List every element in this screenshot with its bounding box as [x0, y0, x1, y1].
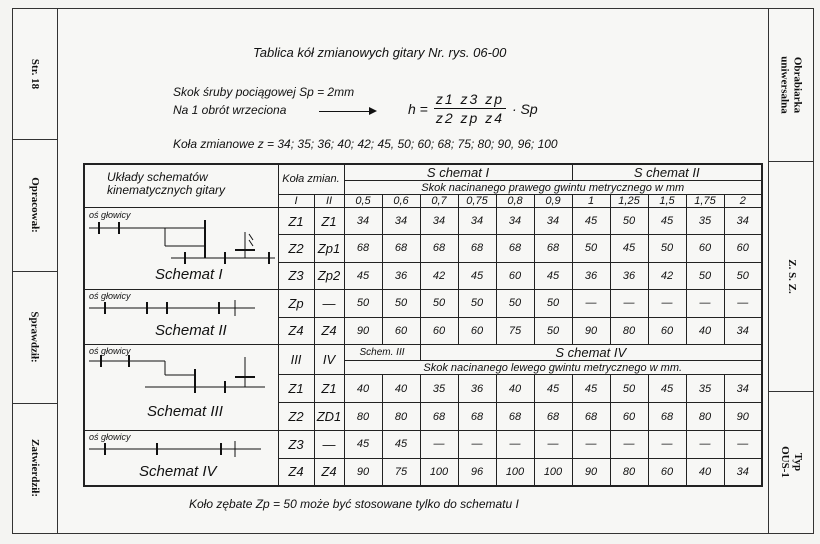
value-cell: 34 [420, 208, 458, 235]
value-cell: 50 [724, 262, 762, 289]
value-cell: 50 [572, 235, 610, 262]
gear-label-b: — [314, 431, 344, 459]
value-cell: 68 [344, 235, 382, 262]
gear-label-a: Z4 [278, 458, 314, 486]
formula-lhs: h = [408, 100, 428, 117]
value-cell: 45 [382, 431, 420, 459]
drawing-sheet [12, 8, 814, 534]
value-cell: — [534, 431, 572, 459]
value-cell: — [648, 290, 686, 318]
formula-numerator: z1 z3 zp [435, 91, 504, 107]
machine-cell [769, 9, 813, 162]
value-cell: 35 [686, 375, 724, 403]
value-cell: 68 [534, 235, 572, 262]
value-cell: 60 [648, 317, 686, 345]
formula-fraction [434, 91, 506, 126]
pitch-cell: 0,8 [496, 195, 534, 208]
gear-label-b: Zp1 [314, 235, 344, 262]
value-cell: 90 [572, 458, 610, 486]
header-uklady-text: Układy schematów kinematycznych gitary [107, 170, 226, 197]
value-cell: 50 [382, 290, 420, 318]
value-cell: 45 [458, 262, 496, 289]
value-cell: 45 [534, 262, 572, 289]
prepared-cell [13, 139, 57, 272]
gear-label-b: ZD1 [314, 403, 344, 431]
value-cell: 34 [458, 208, 496, 235]
change-gears-list: Koła zmianowe z = 34; 35; 36; 40; 42; 45, 50; 60; 68; 75; 80; 90, 96; 100 [173, 137, 558, 151]
value-cell: 90 [572, 317, 610, 345]
gear-label-a: Z3 [278, 262, 314, 289]
value-cell: 90 [724, 403, 762, 431]
value-cell: 50 [344, 290, 382, 318]
prepared-by-label: Opracował: [29, 177, 42, 233]
header-schemat-4: S chemat IV [420, 345, 762, 361]
value-cell: — [686, 431, 724, 459]
schemat-3-diagram [84, 345, 278, 431]
right-title-strip [768, 9, 813, 533]
value-cell: 50 [496, 290, 534, 318]
value-cell: — [420, 431, 458, 459]
value-cell: — [648, 431, 686, 459]
value-cell: 75 [496, 317, 534, 345]
value-cell: 35 [686, 208, 724, 235]
value-cell: 68 [420, 235, 458, 262]
value-cell: 45 [648, 375, 686, 403]
value-cell: 42 [648, 262, 686, 289]
maker-name: Z. S. Z. [785, 258, 798, 294]
value-cell: 60 [458, 317, 496, 345]
pitch-cell: 1,75 [686, 195, 724, 208]
type-cell [769, 391, 813, 533]
value-cell: — [572, 431, 610, 459]
value-cell: 68 [420, 403, 458, 431]
value-cell: 45 [648, 208, 686, 235]
header-skok-prawy: Skok nacinanego prawego gwintu metrycznego w mm [344, 181, 762, 195]
value-cell: 45 [572, 375, 610, 403]
value-cell: 80 [610, 458, 648, 486]
schemat-3-gear-icon [85, 353, 277, 399]
value-cell: 80 [686, 403, 724, 431]
formula-denominator: z2 zp z4 [435, 110, 504, 126]
value-cell: 34 [724, 208, 762, 235]
value-cell: 40 [496, 375, 534, 403]
value-cell: 68 [458, 235, 496, 262]
value-cell: 60 [610, 403, 648, 431]
value-cell: 36 [458, 375, 496, 403]
value-cell: 50 [686, 262, 724, 289]
value-cell: 60 [648, 458, 686, 486]
value-cell: 34 [534, 208, 572, 235]
header-schemat-1: S chemat I [344, 164, 572, 181]
checked-by-label: Sprawdził: [29, 311, 41, 363]
pitch-cell: 0,5 [344, 195, 382, 208]
value-cell: 50 [610, 375, 648, 403]
pitch-cell: 0,75 [458, 195, 496, 208]
footer-note: Koło zębate Zp = 50 może być stosowane tylko do schematu I [189, 497, 519, 511]
value-cell: 100 [420, 458, 458, 486]
value-cell: 75 [382, 458, 420, 486]
header-IV: IV [314, 345, 344, 375]
maker-cell [769, 161, 813, 392]
per-spindle-rev: Na 1 obrót wrzeciona [173, 103, 287, 117]
value-cell: 45 [572, 208, 610, 235]
value-cell: 36 [382, 262, 420, 289]
table-row [84, 290, 762, 318]
pitch-cell: 0,7 [420, 195, 458, 208]
machine-name: Obrabiarka uniwersalna [779, 56, 804, 114]
page-number: Str. 18 [29, 58, 41, 90]
value-cell: 60 [382, 317, 420, 345]
gear-label-b: Z1 [314, 375, 344, 403]
value-cell: 68 [534, 403, 572, 431]
value-cell: 40 [344, 375, 382, 403]
value-cell: 40 [382, 375, 420, 403]
value-cell: 80 [610, 317, 648, 345]
value-cell: — [610, 290, 648, 318]
gear-label-a: Z1 [278, 208, 314, 235]
value-cell: 50 [534, 290, 572, 318]
gear-label-b: Z4 [314, 458, 344, 486]
value-cell: 80 [344, 403, 382, 431]
schemat-4-axis-label: oś głowicy [89, 432, 131, 442]
schemat-3-name: Schemat III [147, 403, 223, 420]
value-cell: 36 [610, 262, 648, 289]
gear-label-a: Z2 [278, 403, 314, 431]
value-cell: — [686, 290, 724, 318]
schemat-2-name: Schemat II [155, 322, 227, 339]
schemat-2-diagram [84, 290, 278, 345]
header-schem-3: Schem. III [344, 345, 420, 361]
header-schemat-2: S chemat II [572, 164, 762, 181]
lead-screw-pitch: Skok śruby pociągowej Sp = 2mm [173, 85, 355, 99]
header-uklady [84, 164, 278, 208]
gear-label-a: Z4 [278, 317, 314, 345]
schemat-4-diagram [84, 431, 278, 487]
value-cell: 90 [344, 458, 382, 486]
value-cell: 34 [724, 458, 762, 486]
value-cell: — [724, 431, 762, 459]
value-cell: 36 [572, 262, 610, 289]
gear-label-b: Z4 [314, 317, 344, 345]
value-cell: — [496, 431, 534, 459]
table-row [84, 208, 762, 235]
pitch-cell: 1,25 [610, 195, 648, 208]
schemat-4-name: Schemat IV [139, 463, 217, 480]
value-cell: 68 [648, 403, 686, 431]
value-cell: 45 [534, 375, 572, 403]
gear-label-a: Zp [278, 290, 314, 318]
page-number-cell [13, 9, 57, 140]
machine-type: Typ OUS-1 [779, 446, 804, 478]
gear-label-b: Zp2 [314, 262, 344, 289]
header-kola-text: Koła zmian. [282, 173, 340, 185]
header-II: II [314, 195, 344, 208]
value-cell: 42 [420, 262, 458, 289]
value-cell: 100 [534, 458, 572, 486]
pitch-cell: 2 [724, 195, 762, 208]
value-cell: — [610, 431, 648, 459]
header-kola [278, 164, 344, 195]
formula-tail: · Sp [512, 100, 538, 117]
value-cell: 40 [686, 458, 724, 486]
approved-cell [13, 403, 57, 533]
table-row [84, 431, 762, 459]
gear-table [83, 163, 763, 487]
value-cell: 35 [420, 375, 458, 403]
value-cell: 50 [458, 290, 496, 318]
value-cell: 96 [458, 458, 496, 486]
value-cell: 34 [382, 208, 420, 235]
gear-label-a: Z2 [278, 235, 314, 262]
gear-ratio-formula [408, 91, 538, 126]
pitch-cell: 1,5 [648, 195, 686, 208]
gear-label-b: — [314, 290, 344, 318]
value-cell: 68 [458, 403, 496, 431]
value-cell: 40 [686, 317, 724, 345]
schemat-4-gear-icon [85, 439, 277, 459]
table-title: Tablica kół zmianowych gitary Nr. rys. 06-00 [253, 45, 507, 60]
pitch-cell: 0,9 [534, 195, 572, 208]
value-cell: 68 [496, 403, 534, 431]
value-cell: 68 [382, 235, 420, 262]
schemat-2-axis-label: oś głowicy [89, 291, 131, 301]
value-cell: 50 [420, 290, 458, 318]
value-cell: 60 [686, 235, 724, 262]
value-cell: 50 [610, 208, 648, 235]
value-cell: — [724, 290, 762, 318]
value-cell: 60 [724, 235, 762, 262]
arrow-right-icon [319, 111, 375, 112]
left-title-strip [13, 9, 58, 533]
header-III: III [278, 345, 314, 375]
value-cell: 60 [496, 262, 534, 289]
header-skok-lewy: Skok nacinanego lewego gwintu metrycznego w mm. [344, 361, 762, 375]
value-cell: 34 [724, 317, 762, 345]
value-cell: 45 [344, 262, 382, 289]
schemat-3-axis-label: oś głowicy [89, 346, 131, 356]
approved-by-label: Zatwierdził: [29, 438, 42, 498]
checked-cell [13, 271, 57, 404]
schemat-1-axis-label: oś głowicy [89, 210, 131, 220]
schemat-1-name: Schemat I [155, 266, 223, 283]
schemat-1-diagram [84, 208, 278, 290]
value-cell: 68 [572, 403, 610, 431]
schemat-2-gear-icon [85, 298, 277, 318]
value-cell: 34 [724, 375, 762, 403]
value-cell: — [458, 431, 496, 459]
value-cell: 100 [496, 458, 534, 486]
gear-label-b: Z1 [314, 208, 344, 235]
value-cell: 50 [648, 235, 686, 262]
gear-label-a: Z3 [278, 431, 314, 459]
gear-label-a: Z1 [278, 375, 314, 403]
value-cell: 60 [420, 317, 458, 345]
value-cell: 68 [496, 235, 534, 262]
value-cell: — [572, 290, 610, 318]
pitch-cell: 1 [572, 195, 610, 208]
header-I: I [278, 195, 314, 208]
value-cell: 34 [344, 208, 382, 235]
value-cell: 34 [496, 208, 534, 235]
value-cell: 45 [610, 235, 648, 262]
value-cell: 90 [344, 317, 382, 345]
value-cell: 80 [382, 403, 420, 431]
value-cell: 45 [344, 431, 382, 459]
value-cell: 50 [534, 317, 572, 345]
pitch-cell: 0,6 [382, 195, 420, 208]
